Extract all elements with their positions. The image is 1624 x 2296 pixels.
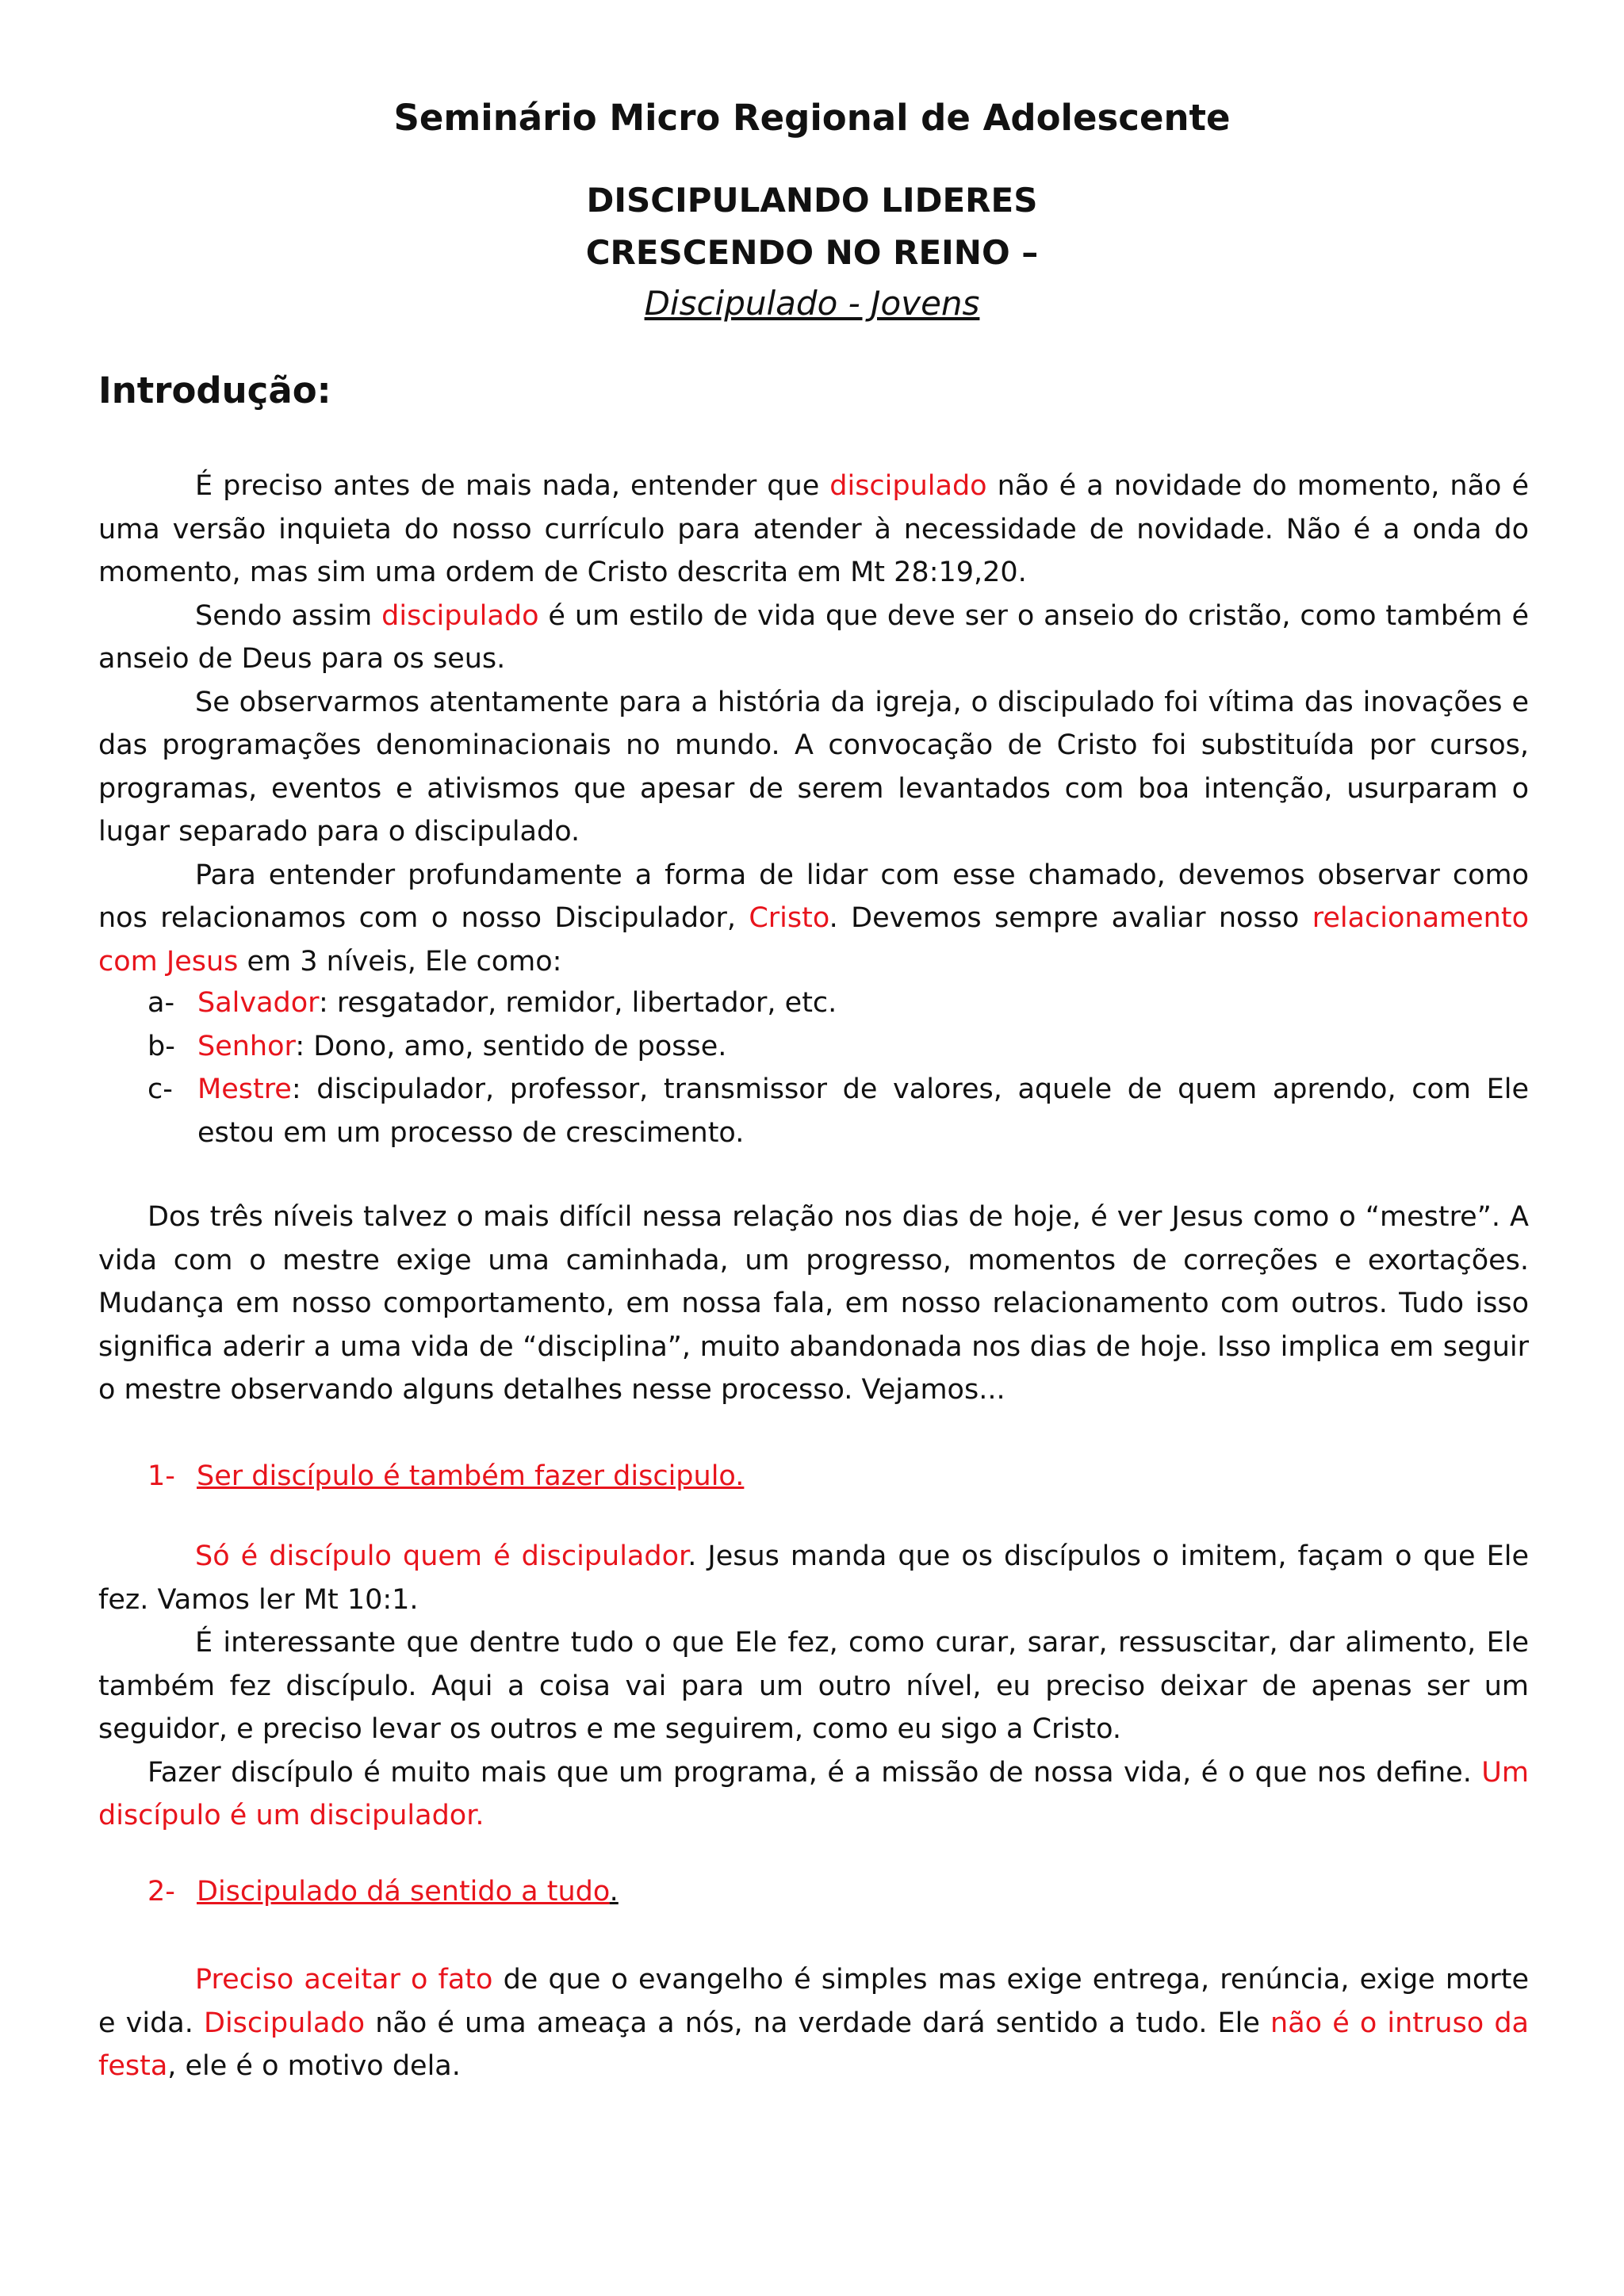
paragraph-1: É preciso antes de mais nada, entender que discipulado não é a novidade do momento, não é uma versão inquieta do nosso currículo para atender à necessidade de novidade. Não é a onda do momento, mas sim uma ordem de Cristo descrita em Mt 28:19,20. <box>98 470 1529 588</box>
intro-heading: Introdução: <box>98 369 331 411</box>
list-item: b- Senhor: Dono, amo, sentido de posse. <box>147 1030 727 1062</box>
list-item: a- Salvador: resgatador, remidor, libertador, etc. <box>147 987 837 1019</box>
levels-list <box>98 982 1529 1154</box>
intro-text <box>98 465 1529 983</box>
paragraph-2: Sendo assim discipulado é um estilo de vida que deve ser o anseio do cristão, como também é anseio de Deus para os seus. <box>98 599 1529 675</box>
subtitle-line-2: CRESCENDO NO REINO – <box>585 233 1039 272</box>
section-2-text <box>98 1958 1529 2088</box>
section-1-heading: 1- Ser discípulo é também fazer discipulo. <box>147 1460 745 1492</box>
document-title: Seminário Micro Regional de Adolescente <box>393 97 1231 139</box>
paragraph-5: Dos três níveis talvez o mais difícil nessa relação nos dias de hoje, é ver Jesus como o “mestre”. A vida com o mestre exige uma caminhada, um progresso, momentos de correções e exortações. Mudança em nosso comportamento, em nossa fala, em nosso relacionamento com outros. Tudo isso significa aderir a uma vida de “disciplina”, muito abandonada nos dias de hoje. Isso implica em seguir o mestre observando alguns detalhes nesse processo. Vejamos... <box>98 1201 1529 1406</box>
section-1-paragraph-2: É interessante que dentre tudo o que Ele fez, como curar, sarar, ressuscitar, dar alimento, Ele também fez discípulo. Aqui a coisa vai para um outro nível, eu preciso deixar de apenas ser um seguidor, e preciso levar os outros e me seguirem, como eu sigo a Cristo. <box>98 1627 1529 1745</box>
list-item: c- Mestre: discipulador, professor, transmissor de valores, aquele de quem aprendo, com Ele estou em um processo de crescimento. <box>147 1073 1529 1149</box>
section-1-paragraph-3: Fazer discípulo é muito mais que um programa, é a missão de nossa vida, é o que nos define. Um discípulo é um discipulador. <box>98 1756 1529 1831</box>
subtitle-line-1: DISCIPULANDO LIDERES <box>586 181 1038 220</box>
paragraph-5-block <box>98 1196 1529 1412</box>
section-1-text <box>98 1535 1529 1838</box>
paragraph-4: Para entender profundamente a forma de lidar com esse chamado, devemos observar como nos relacionamos com o nosso Discipulador, Cristo. Devemos sempre avaliar nosso relacionamento com Jesus em 3 níveis, Ele como: <box>98 859 1529 978</box>
paragraph-3: Se observarmos atentamente para a história da igreja, o discipulado foi vítima das inovações e das programações denominacionais no mundo. A convocação de Cristo foi substituída por cursos, programas, eventos e ativismos que apesar de serem levantados com boa intenção, usurparam o lugar separado para o discipulado. <box>98 686 1529 848</box>
section-1-paragraph-1: Só é discípulo quem é discipulador. Jesus manda que os discípulos o imitem, façam o que Ele fez. Vamos ler Mt 10:1. <box>98 1540 1529 1616</box>
section-2-paragraph-1: Preciso aceitar o fato de que o evangelho é simples mas exige entrega, renúncia, exige morte e vida. Discipulado não é uma ameaça a nós, na verdade dará sentido a tudo. Ele não é o intruso da festa, ele é o motivo dela. <box>98 1964 1530 2082</box>
section-2-heading: 2- Discipulado dá sentido a tudo. <box>147 1876 619 1908</box>
subtitle-line-3: Discipulado - Jovens <box>644 284 980 323</box>
